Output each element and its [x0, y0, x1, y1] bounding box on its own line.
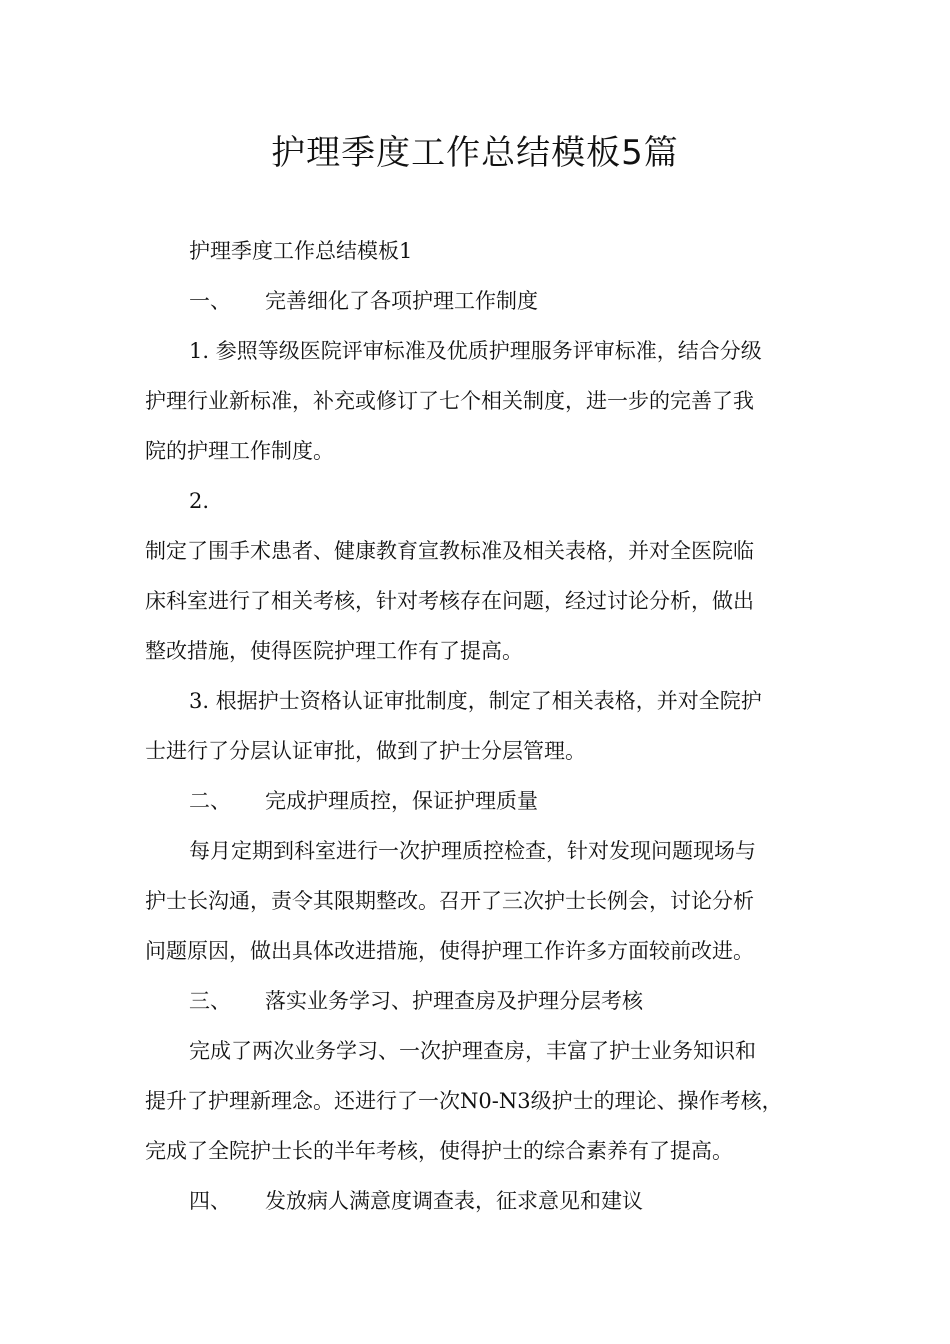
section-title: 发放病人满意度调查表，征求意见和建议	[265, 1189, 643, 1213]
paragraph-line: 完成了两次业务学习、一次护理查房，丰富了护士业务知识和	[189, 1039, 756, 1063]
section-heading-2	[145, 782, 810, 832]
subtitle: 护理季度工作总结模板1	[189, 239, 413, 263]
paragraph-line: 整改措施，使得医院护理工作有了提高。	[145, 639, 523, 663]
paragraph-line: 1. 参照等级医院评审标准及优质护理服务评审标准，结合分级	[189, 339, 762, 363]
section-title: 落实业务学习、护理查房及护理分层考核	[265, 989, 643, 1013]
document-body	[145, 232, 810, 1232]
list-number: 2.	[189, 489, 210, 513]
paragraph-line: 士进行了分层认证审批，做到了护士分层管理。	[145, 739, 586, 763]
paragraph-line: 提升了护理新理念。还进行了一次N0-N3级护士的理论、操作考核，	[145, 1089, 783, 1113]
paragraph-line: 完成了全院护士长的半年考核，使得护士的综合素养有了提高。	[145, 1139, 733, 1163]
paragraph-line: 护士长沟通，责令其限期整改。召开了三次护士长例会，讨论分析	[145, 889, 754, 913]
paragraph-line: 制定了围手术患者、健康教育宣教标准及相关表格，并对全医院临	[145, 539, 754, 563]
paragraph-line: 床科室进行了相关考核，针对考核存在问题，经过讨论分析，做出	[145, 589, 754, 613]
section-number: 二、	[189, 789, 231, 813]
paragraph-line: 问题原因，做出具体改进措施，使得护理工作许多方面较前改进。	[145, 939, 754, 963]
document-title: 护理季度工作总结模板5篇	[271, 133, 679, 173]
section-heading-1	[145, 282, 810, 332]
section-number: 三、	[189, 989, 231, 1013]
section-heading-3	[145, 982, 810, 1032]
section-title: 完成护理质控，保证护理质量	[265, 789, 538, 813]
paragraph-line: 每月定期到科室进行一次护理质控检查，针对发现问题现场与	[189, 839, 756, 863]
paragraph-line: 3. 根据护士资格认证审批制度，制定了相关表格，并对全院护	[189, 689, 762, 713]
paragraph-line: 护理行业新标准，补充或修订了七个相关制度，进一步的完善了我	[145, 389, 754, 413]
section-number: 一、	[189, 289, 231, 313]
section-title: 完善细化了各项护理工作制度	[265, 289, 538, 313]
section-number: 四、	[189, 1189, 231, 1213]
section-heading-4	[145, 1182, 810, 1232]
paragraph-line: 院的护理工作制度。	[145, 439, 334, 463]
